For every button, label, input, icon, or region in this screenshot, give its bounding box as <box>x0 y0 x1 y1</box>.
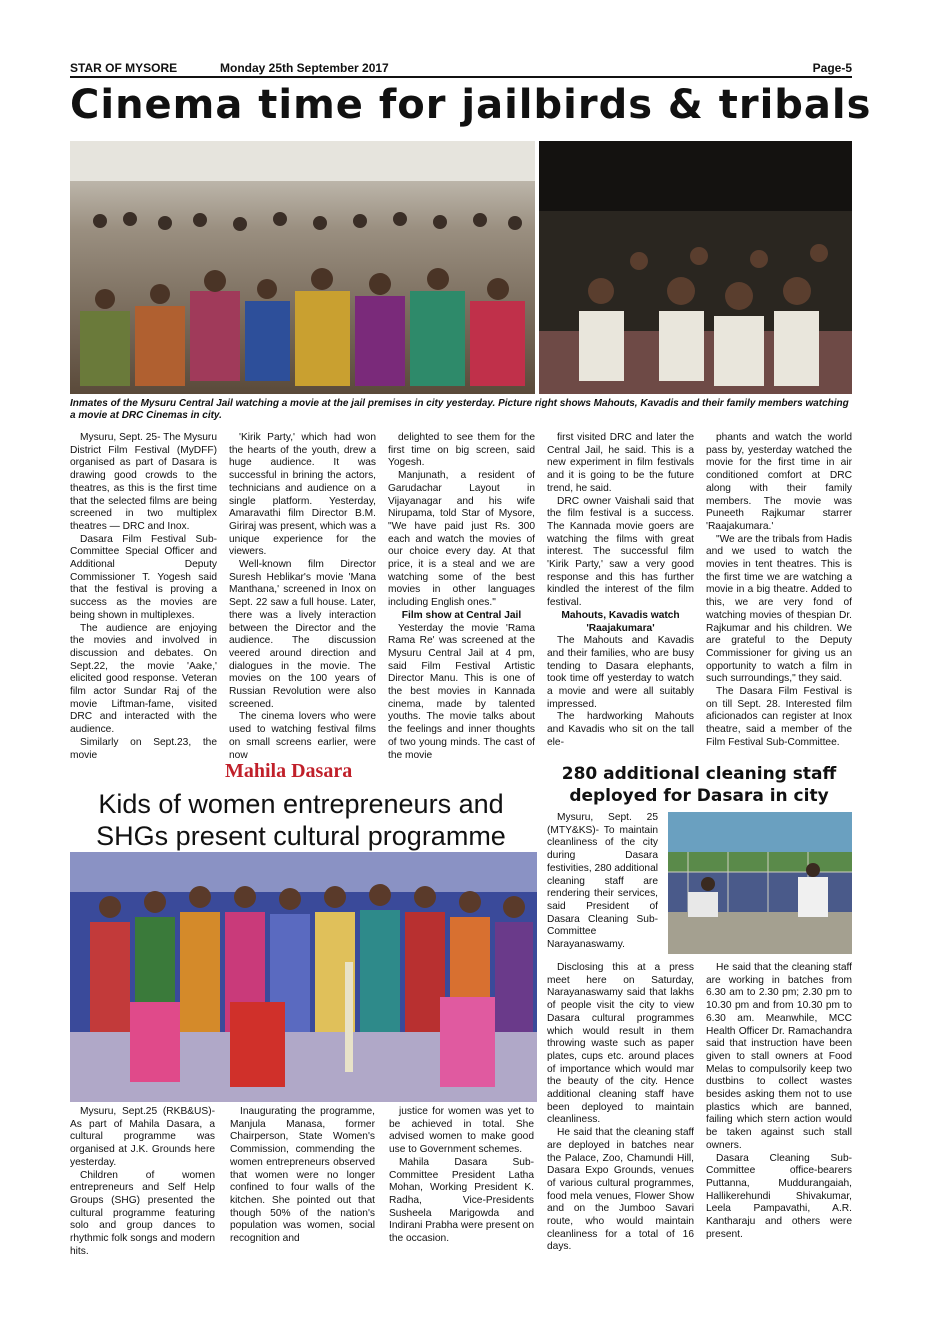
masthead <box>70 60 852 78</box>
cleaning-headline-line: deployed for Dasara in city <box>569 786 829 806</box>
paragraph: Inaugurating the programme, Manjula Manasa, former Chairperson, State Women's Commission, commending the women entrepreneurs observed that women were no longer confined to four walls of the kitchen. She pointed out that though 50% of the nation's population was women, social recognition and <box>230 1106 375 1245</box>
paragraph: Children of women entrepreneurs and Self Help Groups (SHG) presented the cultural programme featuring solo and group dances to rhythmic folk songs and modern hits. <box>70 1169 215 1257</box>
page-number: Page-5 <box>812 61 852 75</box>
mahila-headline-line: SHGs present cultural programme <box>96 821 506 851</box>
cleaning-column-1b <box>547 962 694 1254</box>
paragraph: Well-known film Director Suresh Heblikar's movie 'Mana Manthana,' screened in Inox on Sept. 22 saw a full house. Later, there was a lively interaction between the Director and the audience. The discussion veered around direction and dialogues in the movie. The movies on the 100 years of Russian Revolution were also screened. <box>229 559 376 710</box>
paragraph: Yesterday the movie 'Rama Rama Re' was screened at the Mysuru Central Jail at 4 pm, said Film Festival Artistic Director Manu. This is one of the best movies in Kannada cinema, made by talented youths. The movie talks about the feelings and inner thoughts of two young minds. The cast of the movie <box>388 622 535 761</box>
subheading: Mahouts, Kavadis watch 'Raajakumara' <box>561 609 680 634</box>
cleaning-headline <box>543 763 855 807</box>
mahila-kicker: Mahila Dasara <box>225 760 353 782</box>
mahila-column-3 <box>389 1106 534 1246</box>
mahila-column-2 <box>230 1106 375 1246</box>
paragraph: Manjunath, a resident of Garudachar Layout in Vijayanagar and his wife Nirupama, told Star of Mysore, "We have paid just Rs. 300 each and watch the movies of our choice every day. At that price, it is a steal and we are watching some of the best movies in other languages including English ones." <box>388 470 535 609</box>
newspaper-name: STAR OF MYSORE <box>70 61 178 75</box>
lead-column-1 <box>70 432 217 762</box>
paragraph: first visited DRC and later the Central Jail, he said. This is a new experiment in film festivals and it is going to be the future trend, he said. <box>547 432 694 494</box>
paragraph: phants and watch the world pass by, yesterday watched the movie for the first time in air conditioned comfort at DRC along with their family members. The movie was Puneeth Rajkumar starrer 'Raajakumara.' <box>706 432 852 532</box>
cleaning-headline-line: 280 additional cleaning staff <box>561 764 837 784</box>
lead-column-2 <box>229 432 376 762</box>
paragraph: The Mahouts and Kavadis and their families, who are busy tending to Dasara elephants, took time off yesterday to watch a movie and were all suitably impressed. <box>547 635 694 710</box>
paragraph: DRC owner Vaishali said that the film festival is a success. The Kannada movie goers are watching the films with great interest. The successful film 'Kirik Party,' saw a very good response and this has further kindled the interest of the film festival. <box>547 495 694 609</box>
paragraph: delighted to see them for the first time on big screen, said Yogesh. <box>388 432 535 469</box>
cleaning-staff-photo <box>668 812 852 954</box>
lead-headline: Cinema time for jailbirds & tribals <box>70 82 872 128</box>
paragraph: Mysuru, Sept.25 (RKB&US)- As part of Mahila Dasara, a cultural programme was organised at J.K. Grounds here yesterday. <box>70 1106 215 1168</box>
issue-date: Monday 25th September 2017 <box>220 61 389 75</box>
paragraph: He said that the cleaning staff are working in batches from 6.30 am to 2.30 pm; 2.30 pm to 10.30 pm and from 10.30 pm to 6.30 am. Meanwhile, MCC Health Officer Dr. Ramachandra said that instruction have been given to stall owners at Food Melas to compulsorily keep two dustbins to collect wastes besides asking them not to use plastics which are banned, failing which stern action would be taken against such stall owners. <box>706 962 852 1151</box>
cultural-programme-photo <box>70 852 537 1102</box>
mahila-headline <box>64 788 538 852</box>
paragraph: Similarly on Sept.23, the movie <box>70 736 217 761</box>
cleaning-column-2 <box>706 962 852 1241</box>
paragraph: He said that the cleaning staff are deployed in batches near the Palace, Zoo, Chamundi Hill, Dasara Expo Grounds, venues of various cultural programmes, food mela venues, Flower Show and on the Jumboo Savari route, who would maintain cleanliness for a total of 16 days. <box>547 1127 694 1253</box>
paragraph: "We are the tribals from Hadis and we used to watch the movies in tent theatres. This is the first time we are watching a movie in a big theatre. Added to this, we are very fond of watching movies of thespian Dr. Rajkumar and his children. We are grateful to the Deputy Commissioner for giving us an opportunity to watch a film in such surroundings," they said. <box>706 533 852 685</box>
paragraph: justice for women was yet to be achieved in total. She advised women to make good use to Government schemes. <box>389 1106 534 1156</box>
paragraph: Mahila Dasara Sub-Committee President Latha Mohan, Working President K. Radha, Vice-Presidents Susheela Marigowda and Indirani Prabha were present on the occasion. <box>389 1156 534 1245</box>
cleaning-column-1 <box>547 812 658 952</box>
paragraph: Dasara Cleaning Sub-Committee office-bearers Puttanna, Muddurangaiah, Hallikerehundi Shivakumar, Leela Pampavathi, A.R. Kantharaju and others were present. <box>706 1152 852 1240</box>
lead-column-4 <box>547 432 694 750</box>
lead-photo-caption: Inmates of the Mysuru Central Jail watching a movie at the jail premises in city yesterday. Picture right shows Mahouts, Kavadis and their family members watching a movie at DRC Cinemas in city. <box>70 398 849 421</box>
paragraph: Disclosing this at a press meet here on Saturday, Narayanaswamy said that lakhs of people visit the city to view Dasara cultural programmes which would result in them throwing waste such as paper plates, cups etc. around places of importance which would mar the beauty of the city. Hence additional cleaning staff have been deployed to maintain cleanliness. <box>547 962 694 1126</box>
subheading: Film show at Central Jail <box>401 609 522 621</box>
paragraph: Mysuru, Sept. 25 (MTY&KS)- To maintain cleanliness of the city during Dasara festivities, 280 additional cleaning staff are rendering their services, said President of Dasara Cleaning Sub-Committee Narayanaswamy. <box>547 812 658 951</box>
jail-crowd-photo <box>70 141 535 394</box>
paragraph: 'Kirik Party,' which had won the hearts of the youth, drew a huge audience. It was successful in brining the actors, technicians and audience on a single platform. Yesterday, Amaravathi film Director B.M. Giriraj was present, which was a unique experience for the viewers. <box>229 432 376 558</box>
paragraph: The hardworking Mahouts and Kavadis who sit on the tall ele- <box>547 711 694 748</box>
mahila-headline-line: Kids of women entrepreneurs and <box>98 789 504 819</box>
paragraph: The Dasara Film Festival is on till Sept. 28. Interested film aficionados can register at Inox theatre, said a member of the Film Festival Sub-Committee. <box>706 686 852 748</box>
paragraph: Dasara Film Festival Sub-Committee Special Officer and Additional Deputy Commissioner T. Yogesh said that the festival is proving a success as the movies are being shown in multiplexes. <box>70 533 217 621</box>
paragraph: The cinema lovers who were used to watching festival films on small screens earlier, were now <box>229 711 376 761</box>
lead-column-3 <box>388 432 535 762</box>
paragraph: The audience are enjoying the movies and involved in discussion and debates. On Sept.22, the movie 'Aake,' elicited good response. Veteran film actor Sundar Raj of the movie Liftman-fame, visited DRC and interacted with the audience. <box>70 622 217 736</box>
theatre-audience-photo <box>539 141 852 394</box>
paragraph: Mysuru, Sept. 25- The Mysuru District Film Festival (MyDFF) organised as part of Dasara is drawing good crowds to the theatres, as this is the first time that the selected films are being screened in two multiplex theatres — DRC and Inox. <box>70 432 217 532</box>
lead-column-5 <box>706 432 852 750</box>
mahila-column-1 <box>70 1106 215 1258</box>
